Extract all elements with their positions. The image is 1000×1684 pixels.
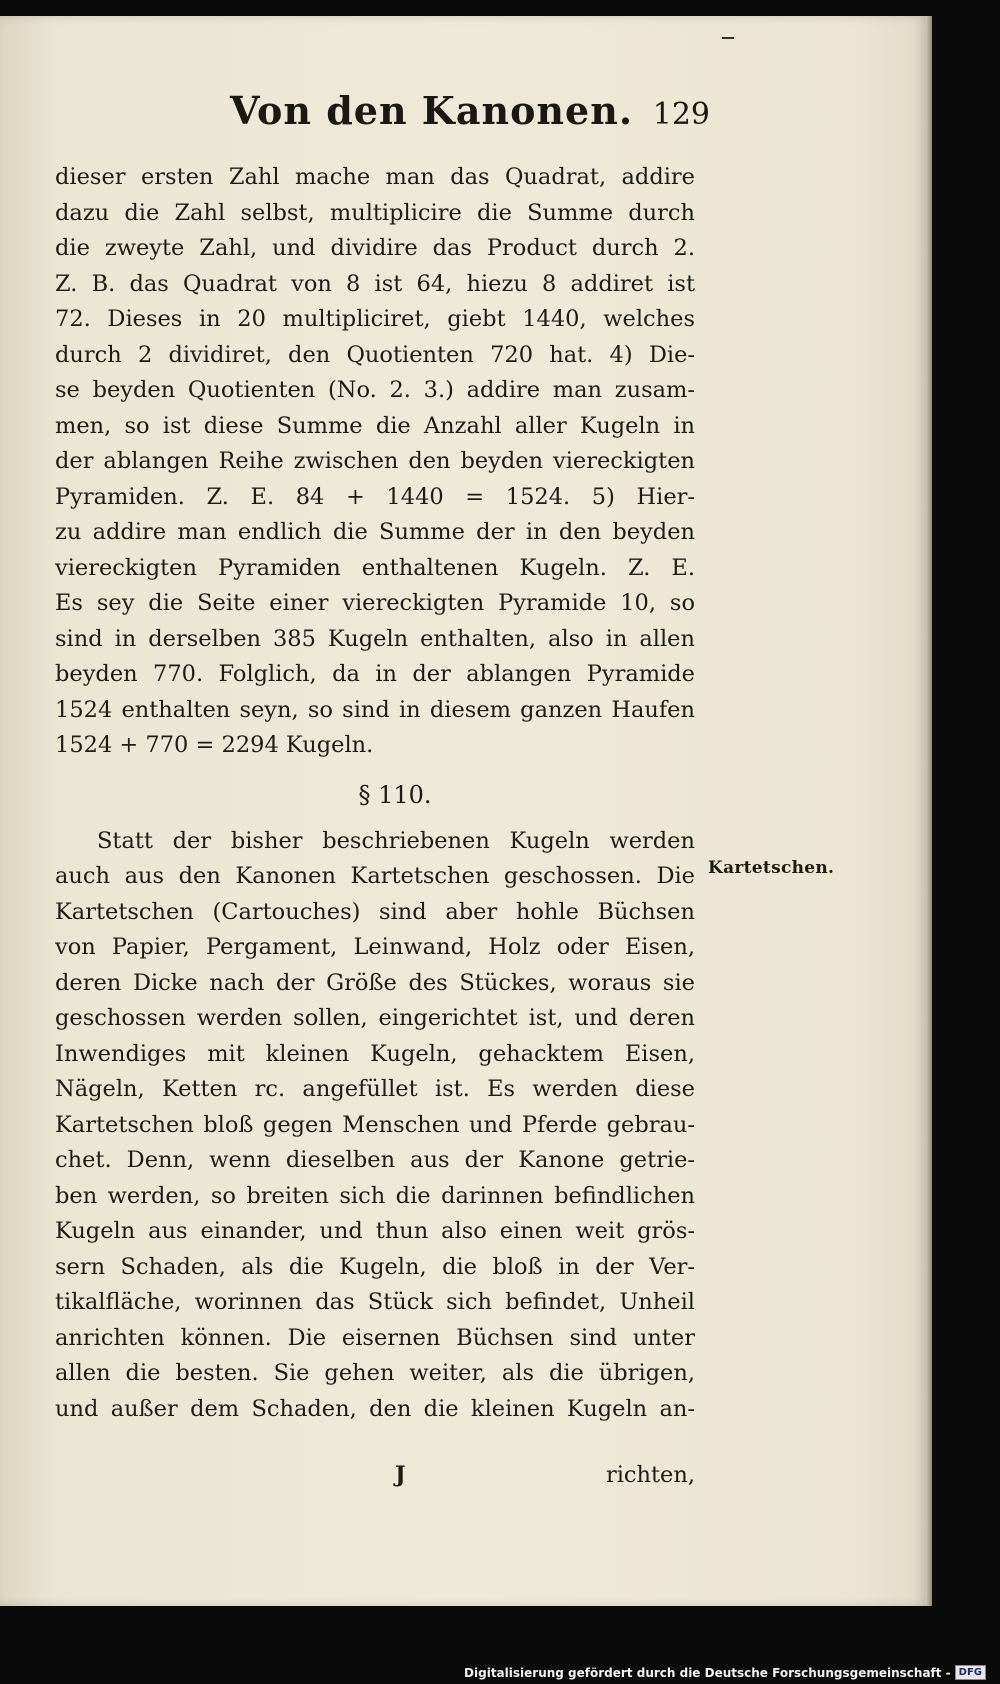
ink-mark — [722, 37, 734, 39]
text-line: 72. Dieses in 20 multipliciret, giebt 1440, welches — [55, 306, 695, 332]
text-line: die zweyte Zahl, und dividire das Product durch 2. — [55, 235, 695, 261]
paragraph-1 — [55, 160, 695, 764]
text-line: der ablangen Reihe zwischen den beyden viereckigten — [55, 448, 695, 474]
text-line: allen die besten. Sie gehen weiter, als die übrigen, — [55, 1360, 695, 1386]
text-line: und außer dem Schaden, den die kleinen Kugeln an- — [55, 1395, 695, 1422]
signature-mark: J — [395, 1462, 406, 1488]
text-line: Statt der bisher beschriebenen Kugeln werden — [97, 827, 695, 854]
text-line: zu addire man endlich die Summe der in den beyden — [55, 519, 695, 545]
text-line: sern Schaden, als die Kugeln, die bloß in der Ver- — [55, 1253, 695, 1280]
running-header — [230, 88, 710, 133]
body-text — [55, 160, 695, 1427]
text-line: beyden 770. Folglich, da in der ablangen Pyramide — [55, 661, 695, 687]
text-line: auch aus den Kanonen Kartetschen geschossen. Die — [55, 863, 695, 889]
text-line: Kugeln aus einander, und thun also einen weit grös- — [55, 1218, 695, 1244]
section-marker: § 110. — [358, 780, 432, 809]
page-number: 129 — [652, 97, 710, 132]
text-line: Kartetschen (Cartouches) sind aber hohle Büchsen — [55, 898, 695, 925]
page-footer — [55, 1462, 695, 1498]
margin-note: Kartetschen. — [708, 858, 835, 878]
text-line: von Papier, Pergament, Leinwand, Holz oder Eisen, — [55, 934, 695, 960]
text-line: Es sey die Seite einer viereckigten Pyramide 10, so — [55, 590, 695, 616]
text-line: chet. Denn, wenn dieselben aus der Kanone getrie- — [55, 1147, 695, 1173]
text-line: Nägeln, Ketten rc. angefüllet ist. Es werden diese — [55, 1076, 695, 1102]
running-title: Von den Kanonen. — [230, 88, 634, 133]
text-line: se beyden Quotienten (No. 2. 3.) addire man zusam- — [55, 377, 695, 403]
text-line: durch 2 dividiret, den Quotienten 720 hat. 4) Die- — [55, 341, 695, 368]
text-line: dieser ersten Zahl mache man das Quadrat, addire — [55, 164, 695, 190]
text-line: Pyramiden. Z. E. 84 + 1440 = 1524. 5) Hier- — [55, 483, 695, 510]
text-line: anrichten können. Die eisernen Büchsen sind unter — [55, 1324, 695, 1351]
text-line: deren Dicke nach der Größe des Stückes, woraus sie — [55, 969, 695, 996]
text-line: men, so ist diese Summe die Anzahl aller Kugeln in — [55, 412, 695, 439]
dfg-logo: DFG — [955, 1665, 986, 1680]
paragraph-2 — [55, 824, 695, 1428]
text-line: Z. B. das Quadrat von 8 ist 64, hiezu 8 addiret ist — [55, 270, 695, 297]
text-line: ben werden, so breiten sich die darinnen befindlichen — [55, 1182, 695, 1209]
text-line: geschossen werden sollen, eingerichtet ist, und deren — [55, 1005, 695, 1031]
text-line: Kartetschen bloß gegen Menschen und Pferde gebrau- — [55, 1111, 695, 1138]
credit-text: Digitalisierung gefördert durch die Deutsche Forschungsgemeinschaft - — [464, 1665, 951, 1680]
digitization-credit — [464, 1665, 986, 1680]
text-line: 1524 + 770 = 2294 Kugeln. — [55, 732, 374, 758]
page-edge — [926, 16, 932, 1606]
text-line: viereckigten Pyramiden enthaltenen Kugeln. Z. E. — [55, 554, 695, 581]
text-line: dazu die Zahl selbst, multiplicire die Summe durch — [55, 199, 695, 226]
text-line: Inwendiges mit kleinen Kugeln, gehacktem Eisen, — [55, 1040, 695, 1067]
text-line: sind in derselben 385 Kugeln enthalten, also in allen — [55, 625, 695, 652]
text-line: tikalfläche, worinnen das Stück sich befindet, Unheil — [55, 1289, 695, 1315]
catchword: richten, — [605, 1462, 695, 1488]
text-line: 1524 enthalten seyn, so sind in diesem ganzen Haufen — [55, 696, 695, 723]
